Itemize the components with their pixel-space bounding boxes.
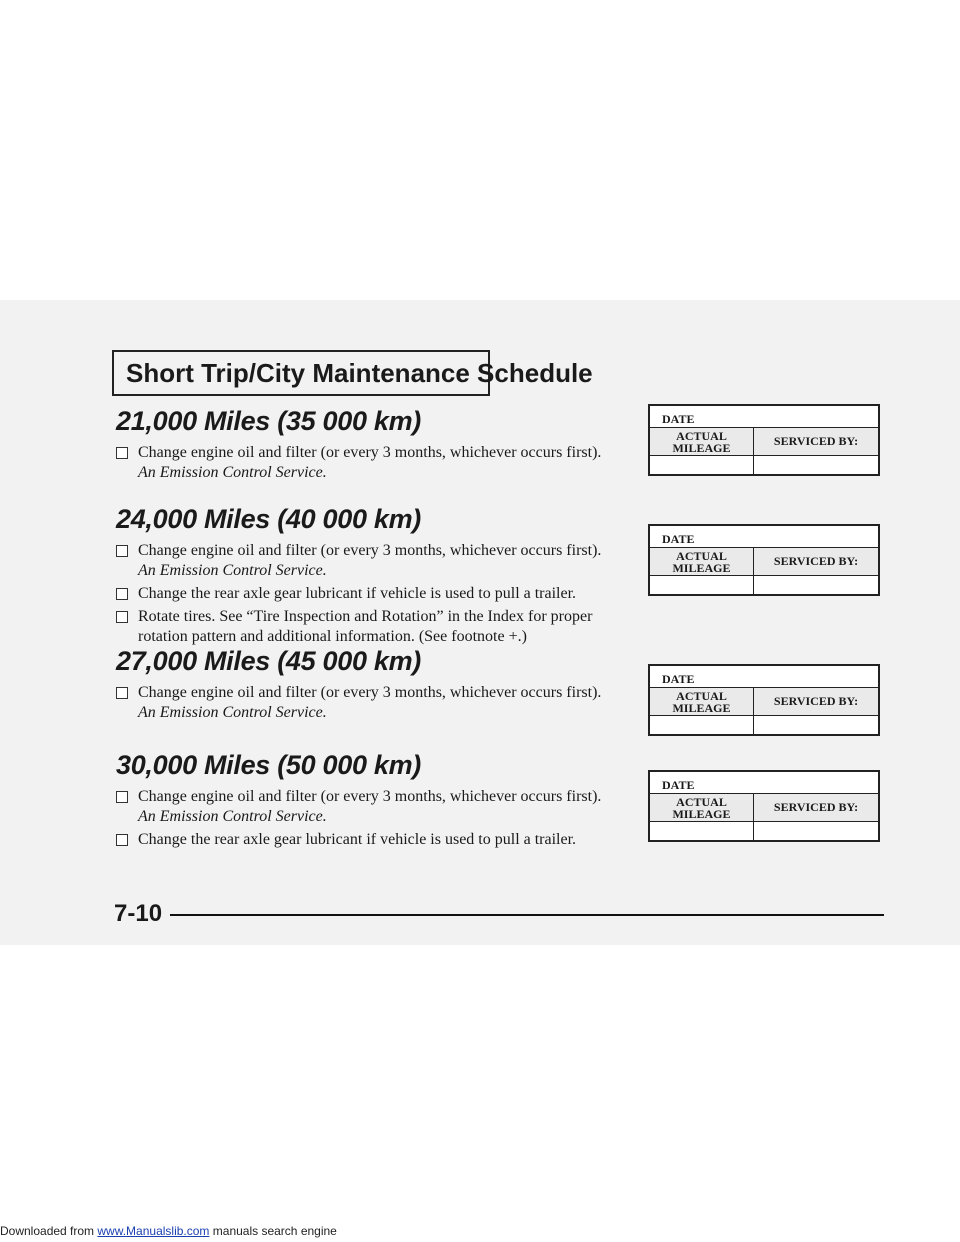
record-header (650, 428, 878, 456)
checkbox-icon[interactable] (116, 588, 128, 600)
item-note: An Emission Control Service. (138, 704, 327, 721)
record-entry-row[interactable] (650, 576, 878, 594)
record-header (650, 548, 878, 576)
list-item (116, 787, 613, 827)
section-heading: 21,000 Miles (35 000 km) (116, 406, 422, 436)
item-text: Change engine oil and filter (or every 3 months, whichever occurs first). (138, 542, 602, 559)
actual-mileage-label: ACTUAL MILEAGE (650, 688, 754, 715)
date-field[interactable]: DATE (650, 772, 878, 794)
checkbox-icon[interactable] (116, 834, 128, 846)
mileage-entry-cell[interactable] (650, 456, 754, 474)
item-text: Change engine oil and filter (or every 3 months, whichever occurs first). (138, 788, 602, 805)
item-note: An Emission Control Service. (138, 464, 327, 481)
footer-prefix: Downloaded from (0, 1224, 98, 1238)
actual-mileage-label: ACTUAL MILEAGE (650, 794, 754, 821)
section-heading: 30,000 Miles (50 000 km) (116, 750, 422, 780)
date-field[interactable]: DATE (650, 666, 878, 688)
item-note: An Emission Control Service. (138, 808, 327, 825)
record-entry-row[interactable] (650, 456, 878, 474)
checkbox-icon[interactable] (116, 611, 128, 623)
serviced-by-label: SERVICED BY: (773, 434, 859, 448)
item-text: Change engine oil and filter (or every 3 months, whichever occurs first). (138, 684, 602, 701)
footer-suffix: manuals search engine (209, 1224, 337, 1238)
item-text: Change the rear axle gear lubricant if vehicle is used to pull a trailer. (138, 831, 577, 848)
mileage-entry-cell[interactable] (650, 716, 754, 734)
list-item (116, 584, 613, 604)
item-text: Change the rear axle gear lubricant if vehicle is used to pull a trailer. (138, 585, 577, 602)
mileage-entry-cell[interactable] (650, 576, 754, 594)
checkbox-icon[interactable] (116, 791, 128, 803)
page-number: 7-10 (114, 900, 163, 927)
list-item (116, 607, 613, 647)
page-title: Short Trip/City Maintenance Schedule (126, 358, 593, 388)
record-entry-row[interactable] (650, 822, 878, 840)
manualslib-link[interactable]: www.Manualslib.com (97, 1224, 210, 1238)
service-record-box (648, 770, 880, 842)
footer-rule (170, 914, 884, 916)
item-text: Rotate tires. See “Tire Inspection and Rotation” in the Index for proper rotation pattern and additional information. (See footnote +.) (138, 608, 593, 645)
section-heading: 24,000 Miles (40 000 km) (116, 504, 422, 534)
list-item (116, 830, 613, 850)
section-heading: 27,000 Miles (45 000 km) (116, 646, 422, 676)
service-record-box (648, 664, 880, 736)
record-entry-row[interactable] (650, 716, 878, 734)
list-item (116, 541, 613, 581)
actual-mileage-label: ACTUAL MILEAGE (650, 428, 754, 455)
item-text: Change engine oil and filter (or every 3 months, whichever occurs first). (138, 444, 602, 461)
section-21000-miles (116, 406, 616, 486)
mileage-entry-cell[interactable] (650, 822, 754, 840)
date-field[interactable]: DATE (650, 526, 878, 548)
record-header (650, 794, 878, 822)
serviced-by-label: SERVICED BY: (773, 554, 859, 568)
page-title-box (112, 350, 593, 396)
record-header (650, 688, 878, 716)
serviced-by-label: SERVICED BY: (773, 694, 859, 708)
section-24000-miles (116, 504, 616, 650)
service-record-box (648, 524, 880, 596)
checkbox-icon[interactable] (116, 687, 128, 699)
service-record-box (648, 404, 880, 476)
checkbox-icon[interactable] (116, 545, 128, 557)
section-30000-miles (116, 750, 616, 853)
actual-mileage-label: ACTUAL MILEAGE (650, 548, 754, 575)
date-field[interactable]: DATE (650, 406, 878, 428)
serviced-by-label: SERVICED BY: (773, 800, 859, 814)
list-item (116, 683, 613, 723)
download-footer (0, 1224, 337, 1238)
list-item (116, 443, 613, 483)
item-note: An Emission Control Service. (138, 562, 327, 579)
section-27000-miles (116, 646, 616, 726)
checkbox-icon[interactable] (116, 447, 128, 459)
